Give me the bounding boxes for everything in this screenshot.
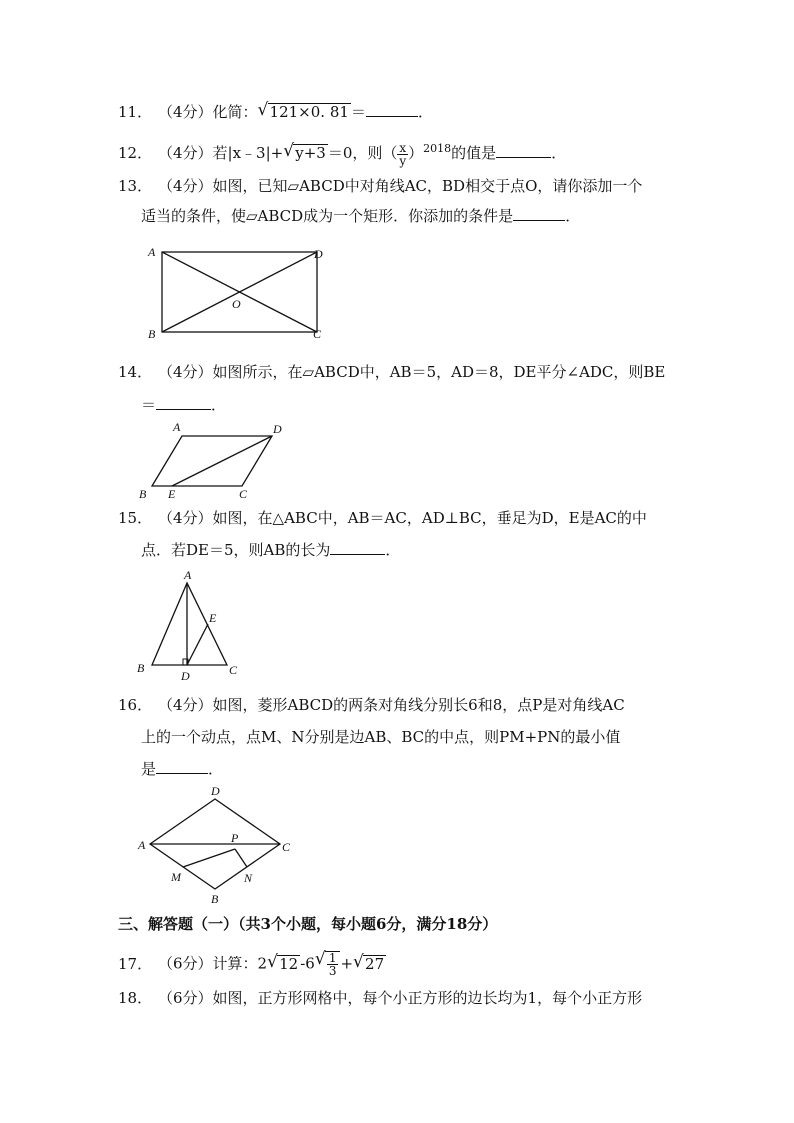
question-15-line2: 点．若DE＝5，则AB的长为 ． — [141, 541, 401, 559]
question-number: 13． — [118, 177, 153, 195]
label-A: A — [173, 420, 181, 434]
label-C: C — [239, 487, 248, 501]
square-root: √ 12 — [267, 951, 299, 973]
answer-blank[interactable] — [513, 206, 565, 221]
question-18: 18． （6分）如图，正方形网格中，每个小正方形的边长均为1，每个小正方形 — [118, 989, 643, 1007]
answer-blank[interactable] — [156, 395, 211, 410]
label-E: E — [209, 611, 217, 625]
answer-blank[interactable] — [496, 143, 551, 158]
square-root: √ 27 — [353, 951, 385, 973]
label-M: M — [171, 870, 181, 884]
label-C: C — [282, 840, 291, 854]
question-16-line3: 是 ． — [141, 760, 224, 778]
label-P: P — [231, 831, 239, 845]
label-B: B — [139, 487, 147, 501]
question-14-line2: ＝ ． — [141, 396, 227, 414]
question-number: 12． — [118, 144, 153, 162]
question-13-line1: 13． （4分）如图，已知▱ABCD中对角线AC，BD相交于点O，请你添加一个 — [118, 177, 643, 195]
label-C: C — [313, 327, 322, 341]
question-16-line2: 上的一个动点，点M、N分别是边AB、BC的中点，则PM+PN的最小值 — [141, 728, 621, 746]
question-16-line1: 16． （4分）如图，菱形ABCD的两条对角线分别长6和8，点P是对角线AC — [118, 696, 625, 714]
label-D: D — [314, 247, 323, 261]
label-B: B — [137, 661, 145, 675]
label-D: D — [211, 784, 220, 798]
answer-blank[interactable] — [156, 759, 208, 774]
question-number: 14． — [118, 363, 153, 381]
label-O: O — [232, 297, 241, 311]
question-number: 15． — [118, 509, 153, 527]
label-A: A — [148, 245, 156, 259]
question-14-line1: 14． （4分）如图所示，在▱ABCD中，AB＝5，AD＝8，DE平分∠ADC，则BE — [118, 363, 666, 381]
q15-triangle-figure — [135, 567, 245, 687]
question-12: 12． （4分）若|x﹣3|+ √ y+3 ＝0，则（ $\frac{x}{y}$ ）$^{2018}$的值是 ． — [118, 140, 567, 168]
label-B: B — [148, 327, 156, 341]
answer-blank[interactable] — [366, 102, 418, 117]
question-13-line2: 适当的条件，使▱ABCD成为一个矩形．你添加的条件是 ． — [141, 207, 581, 225]
answer-blank[interactable] — [330, 540, 385, 555]
square-root: √ y+3 — [283, 141, 326, 162]
label-B: B — [211, 892, 219, 906]
q13-rectangle-figure — [140, 242, 340, 342]
question-number: 11． — [118, 103, 153, 121]
label-D: D — [273, 422, 282, 436]
fraction: $\frac{x}{y}$ — [399, 140, 407, 168]
question-11: 11． （4分）化简： √ 121×0. 81 ＝ ． — [118, 100, 433, 121]
square-root-fraction: √ $\frac{1}{3}$ — [315, 951, 341, 977]
label-E: E — [168, 487, 176, 501]
section-heading: 三、解答题（一）（共3个小题，每小题6分，满分18分） — [118, 915, 498, 933]
question-17: 17． （6分）计算：2 √ 12 -6 √ $\frac{1}{3}$ + √ 27 — [118, 949, 385, 978]
label-C: C — [229, 663, 238, 677]
question-number: 18． — [118, 989, 153, 1007]
square-root: √ 121×0. 81 — [257, 100, 349, 121]
label-N: N — [244, 871, 253, 885]
q16-rhombus-figure — [135, 783, 300, 908]
label-A: A — [138, 838, 146, 852]
question-number: 17． — [118, 954, 153, 973]
label-A: A — [184, 568, 192, 582]
q14-parallelogram-figure — [135, 420, 295, 505]
label-D: D — [181, 669, 190, 683]
question-number: 16． — [118, 696, 153, 714]
question-15-line1: 15． （4分）如图，在△ABC中，AB＝AC，AD⊥BC，垂足为D，E是AC的中 — [118, 509, 647, 527]
